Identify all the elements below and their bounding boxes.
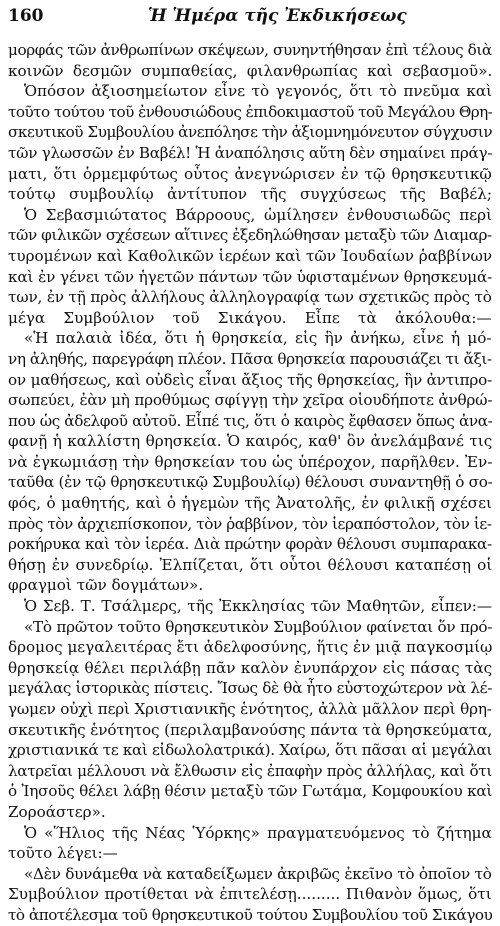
text-line: τοῦτο τούτου τοῦ ἐνθουσιώδους ἐπιδοκιμαστοῦ τοῦ Μεγάλου Θρη-: [8, 102, 492, 121]
text-line: των, ἐν τῇ πρὸς ἀλλήλους ἀλληλογραφίᾳ των σχετικῶς πρὸς τὸ: [8, 288, 492, 307]
text-line: τυρομένων καὶ Καθολικῶν ἱερέων καὶ τῶν Ἰουδαίων ῥαββίνων: [8, 246, 492, 265]
text-line: Ὁ «Ἥλιος τῆς Νέας Ὑόρκης» πραγματευόμενος τὸ ζήτημα: [24, 823, 492, 842]
text-line: χριστιανικά τε καὶ εἰδωλολατρικά). Χαίρω, ὅτι πᾶσαι αἱ μεγάλαι: [8, 741, 492, 760]
text-line: δρομος μεγαλειτέρας ἔτι ἀδελφοσύνης, ἥτις ἐν μιᾷ παγκοσμίῳ: [8, 638, 492, 657]
page-header: [8, 6, 492, 30]
text-line: τῶν γλωσσῶν ἐν Βαβέλ! Ἡ ἀναπόλησις αὕτη δὲν σημαίνει πράγ-: [8, 143, 492, 162]
text-line: νη ἀληθής, παρεγράφη πλέον. Πᾶσα θρησκεία παρουσιάζει τι ἄξι-: [8, 349, 492, 368]
text-line: μέγα Συμβούλιον τοῦ Σικάγου. Εἶπε τὰ ἀκόλουθα:—: [8, 308, 492, 327]
text-line: σκευτικῆς ἑνότητος (περιλαμβανούσης πάντα τὰ θρησκεύματα,: [8, 720, 492, 739]
text-line: λατρεῖαι μέλλουσι νὰ ἔλθωσιν εἰς ἐπαφὴν πρὸς ἀλλήλας, καὶ ὅτι: [8, 761, 492, 780]
text-line: μορφάς τῶν ἀνθρωπίνων σκέψεων, συνηντήθησαν ἐπὶ τέλους διὰ: [8, 41, 492, 59]
text-line: τὸ ἀποτέλεσμα τοῦ θρησκευτικοῦ τούτου Συμβουλίου τοῦ Σικάγου: [8, 905, 492, 924]
text-line: θρησκείᾳ θέλει περιλάβῃ πᾶν καλὸν ἐνυπάρχον εἰς πάσας τὰς: [8, 658, 492, 677]
text-line: γωμεν οὐχὶ περὶ Χριστιανικῆς ἑνότητος, ἀλλὰ μᾶλλον περὶ θρη-: [8, 700, 492, 718]
text-line: ὁ Ἰησοῦς θέλει λάβῃ θέσιν μεταξὺ τῶν Γωτάμα, Κομφουκίου καὶ: [8, 782, 492, 801]
text-line: τῶν φιλικῶν σχέσεων αἵτινες ἐξεδηλώθησαν μεταξὺ τῶν Διαμαρ-: [8, 226, 492, 245]
text-line: μεγάλας ἱστορικὰς πίστεις. Ἴσως δὲ θὰ ἦτο εὐστοχώτερον νὰ λέ-: [8, 679, 492, 698]
text-line: σκευτικοῦ Συμβουλίου ἀνεπόλησε τὴν ἀξιομνημόνευτον σύγχυσιν: [8, 123, 492, 142]
text-line: ον μαθήσεως, καὶ οὐδεὶς εἶναι ἄξιος τῆς θρησκείας, ἣν ἀντιπρο-: [8, 370, 492, 389]
text-line: φός, ὁ μαθητής, καὶ ὁ ἡγεμὼν τῆς Ἀνατολῆς, ἐν φιλικῇ σχέσει: [8, 494, 492, 513]
running-title: Ἡ Ἡμέρα τῆς Ἐκδικήσεως: [148, 6, 407, 26]
body-text: [8, 40, 492, 926]
text-line: ταῦθα (ἐν τῷ θρησκευτικῷ Συμβουλίῳ) θέλουσι συναντηθῇ ὁ σο-: [8, 473, 492, 492]
text-line: που ὡς ἀδελφοῦ αὐτοῦ. Εἶπέ τις, ὅτι ὁ καιρὸς ἔφθασεν ὅπως ἀνα-: [8, 411, 492, 430]
text-line: ματι, ὅτι ὁρμεμφύτως οὗτος ἀνεγνώρισεν ἐν τῷ θρησκευτικῷ: [8, 164, 492, 183]
text-line: νὰ ἐγκωμιάσῃ τὴν θρησκείαν του ὡς ὑπέροχον, παρῆλθεν. Ἐν-: [8, 452, 492, 471]
text-line: Συμβούλιον προτίθεται νὰ ἐπιτελέσῃ......... Πιθανὸν ὅμως, ὅτι: [8, 885, 492, 904]
text-line: Ὁπόσον ἀξιοσημείωτον εἶνε τὸ γεγονός, ὅτι τὸ πνεῦμα καὶ: [24, 82, 492, 101]
text-line: κοινῶν δεσμῶν συμπαθείας, φιλανθρωπίας καὶ σεβασμοῦ».: [8, 61, 492, 80]
text-line: τοῦτο λέγει:—: [8, 844, 118, 863]
page-number: 160: [8, 6, 44, 26]
text-line: σωπεύει, ἐὰν μὴ προθύμως σφίγγῃ τὴν χεῖρα οἱουδήποτε ἀνθρώ-: [8, 391, 492, 410]
text-line: Ὁ Σεβ. Τ. Τσάλμερς, τῆς Ἐκκλησίας τῶν Μαθητῶν, εἶπεν:—: [24, 597, 492, 616]
text-line: θήσῃ ἐν συνεδρίῳ. Ἐλπίζεται, ὅτι οὗτοι θέλουσι καταπέσῃ οἱ: [8, 555, 492, 574]
text-line: φανῇ ἡ καλλίστη θρησκεία. Ὁ καιρός, καθ' ὃν ἀνελάμβανέ τις: [8, 432, 492, 451]
text-line: καὶ ἐν γένει τῶν ἡγετῶν πάντων τῶν ὑφισταμένων θρησκευμά-: [8, 267, 492, 286]
text-line: Ὁ Σεβασμιώτατος Βάρροους, ὡμίλησεν ἐνθουσιωδῶς περὶ: [24, 205, 492, 224]
text-line: πρὸς τὸν ἀρχιεπίσκοπον, τὸν ῥαββίνον, τὸν ἱεραπόστολον, τὸν ἱε-: [8, 514, 492, 533]
text-line: ροκήρυκα καὶ τὸν ἱερέα. Διὰ πρώτην φορὰν θέλουσι συμπαρακα-: [8, 535, 492, 554]
text-line: Ζοροάστερ».: [8, 802, 106, 821]
text-line: «Δὲν δυνάμεθα νὰ καταδείξωμεν ἀκριβῶς ἐκεῖνο τὸ ὁποῖον τὸ: [24, 864, 492, 883]
text-line: «Ἡ παλαιὰ ἰδέα, ὅτι ἡ θρησκεία, εἰς ἣν ἀνήκω, εἶνε ἡ μό-: [24, 329, 492, 348]
text-line: φραγμοὶ τῶν δογμάτων».: [8, 576, 204, 595]
text-line: τούτῳ συμβουλίῳ ἀντίτυπον τῆς συγχύσεως τῆς Βαβέλ;: [8, 185, 492, 204]
text-line: «Τὸ πρῶτον τοῦτο θρησκευτικὸν Συμβούλιον φαίνεται ὅν πρό-: [24, 617, 492, 636]
